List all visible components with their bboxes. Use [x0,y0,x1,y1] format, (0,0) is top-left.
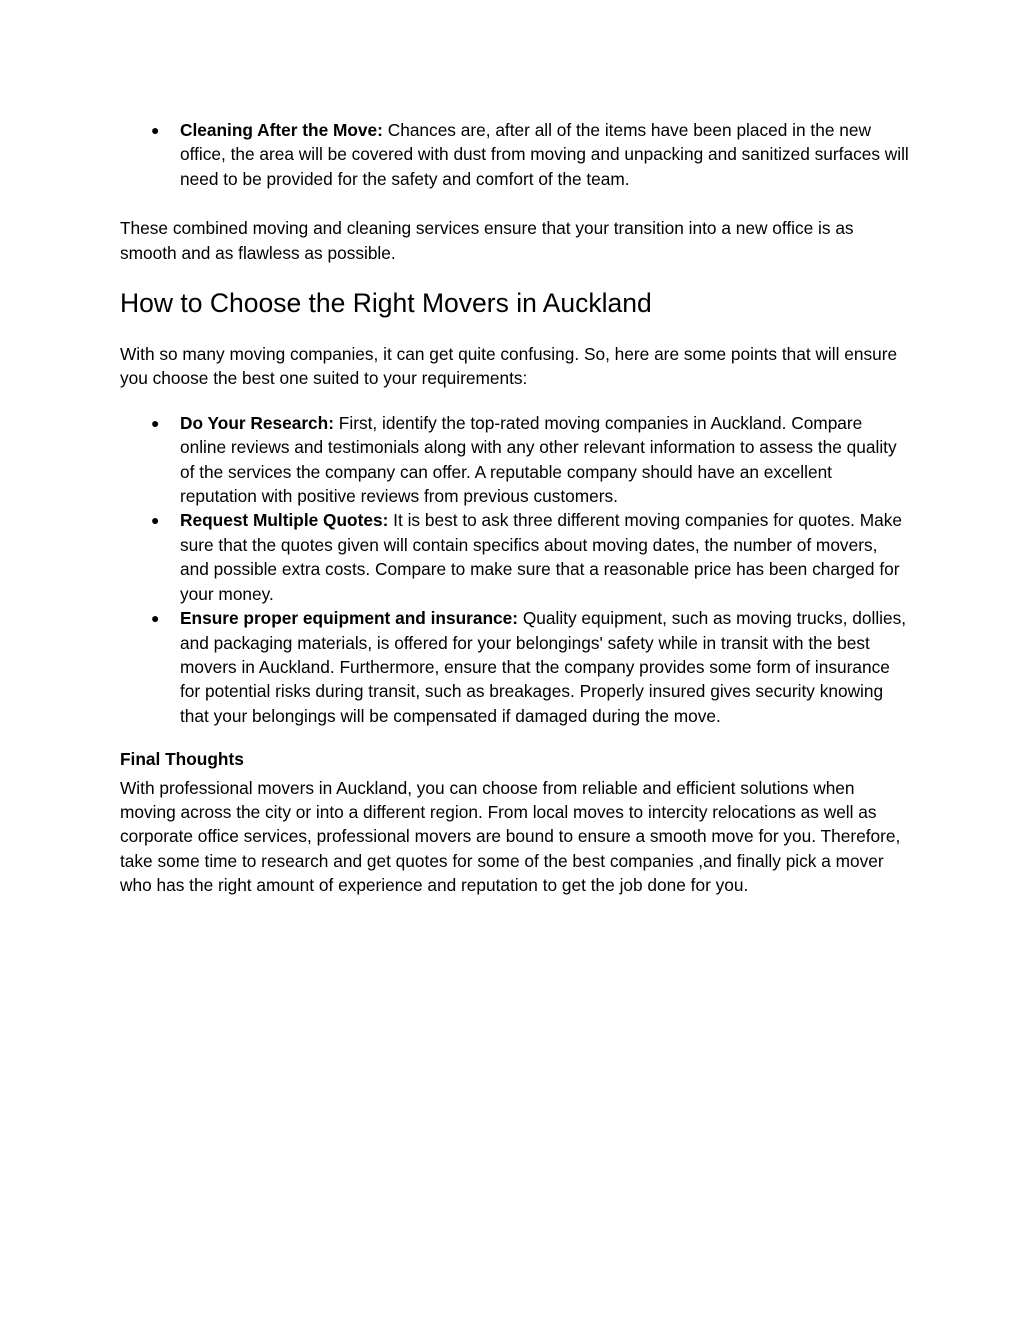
choose-bullet-list [120,411,910,728]
final-thoughts-paragraph: With professional movers in Auckland, you can choose from reliable and efficient solutions when moving across the city or into a different region. From local moves to intercity relocations as well as corporate office services, professional movers are bound to ensure a smooth move for you. Therefore, take some time to research and get quotes for some of the best companies ,and finally pick a mover who has the right amount of experience and reputation to get the job done for you. [120,777,901,896]
bullet-term: Do Your Research: [180,412,334,433]
bullet-icon: ● [151,414,160,431]
bullet-text: First, identify the top-rated moving companies in Auckland. Compare online reviews and testimonials along with any other relevant information to assess the quality of the services the company can offer. A reputable company should have an excellent reputation with positive reviews from previous customers. [180,412,897,507]
list-item [120,508,910,606]
bullet-text: Quality equipment, such as moving trucks, dollies, and packaging materials, is offered for your belongings' safety while in transit with the best movers in Auckland. Furthermore, ensure that the company provides some form of insurance for potential risks during transit, such as breakages. Properly insured gives security knowing that your belongings will be compensated if damaged during the move. [180,608,907,726]
bullet-term: Cleaning After the Move: [180,120,383,140]
cleaning-bullet-list [120,118,910,191]
list-item [120,118,910,191]
list-item [120,606,910,728]
bullet-text: It is best to ask three different moving companies for quotes. Make sure that the quotes given will contain specifics about moving dates, the number of movers, and possible extra costs. Compare to make sure that a reasonable price has been charged for your money. [180,510,902,604]
list-item [120,411,910,509]
bullet-text: Chances are, after all of the items have been placed in the new office, the area will be covered with dust from moving and unpacking and sanitized surfaces will need to be provided for the safety and comfort of the team. [180,120,909,189]
bullet-term: Ensure proper equipment and insurance: [180,608,519,629]
bullet-icon: ● [151,122,160,138]
bullet-icon: ● [151,512,160,529]
document-page [120,118,910,898]
section-intro-paragraph: With so many moving companies, it can get quite confusing. So, here are some points that will ensure you choose the best one suited to your requirements: [120,344,898,389]
section-heading: How to Choose the Right Movers in Auckland [120,288,652,319]
bullet-term: Request Multiple Quotes: [180,510,389,531]
final-thoughts-heading: Final Thoughts [120,749,244,770]
bullet-icon: ● [151,610,160,627]
combined-services-paragraph: These combined moving and cleaning services ensure that your transition into a new office is as smooth and as flawless as possible. [120,218,854,263]
